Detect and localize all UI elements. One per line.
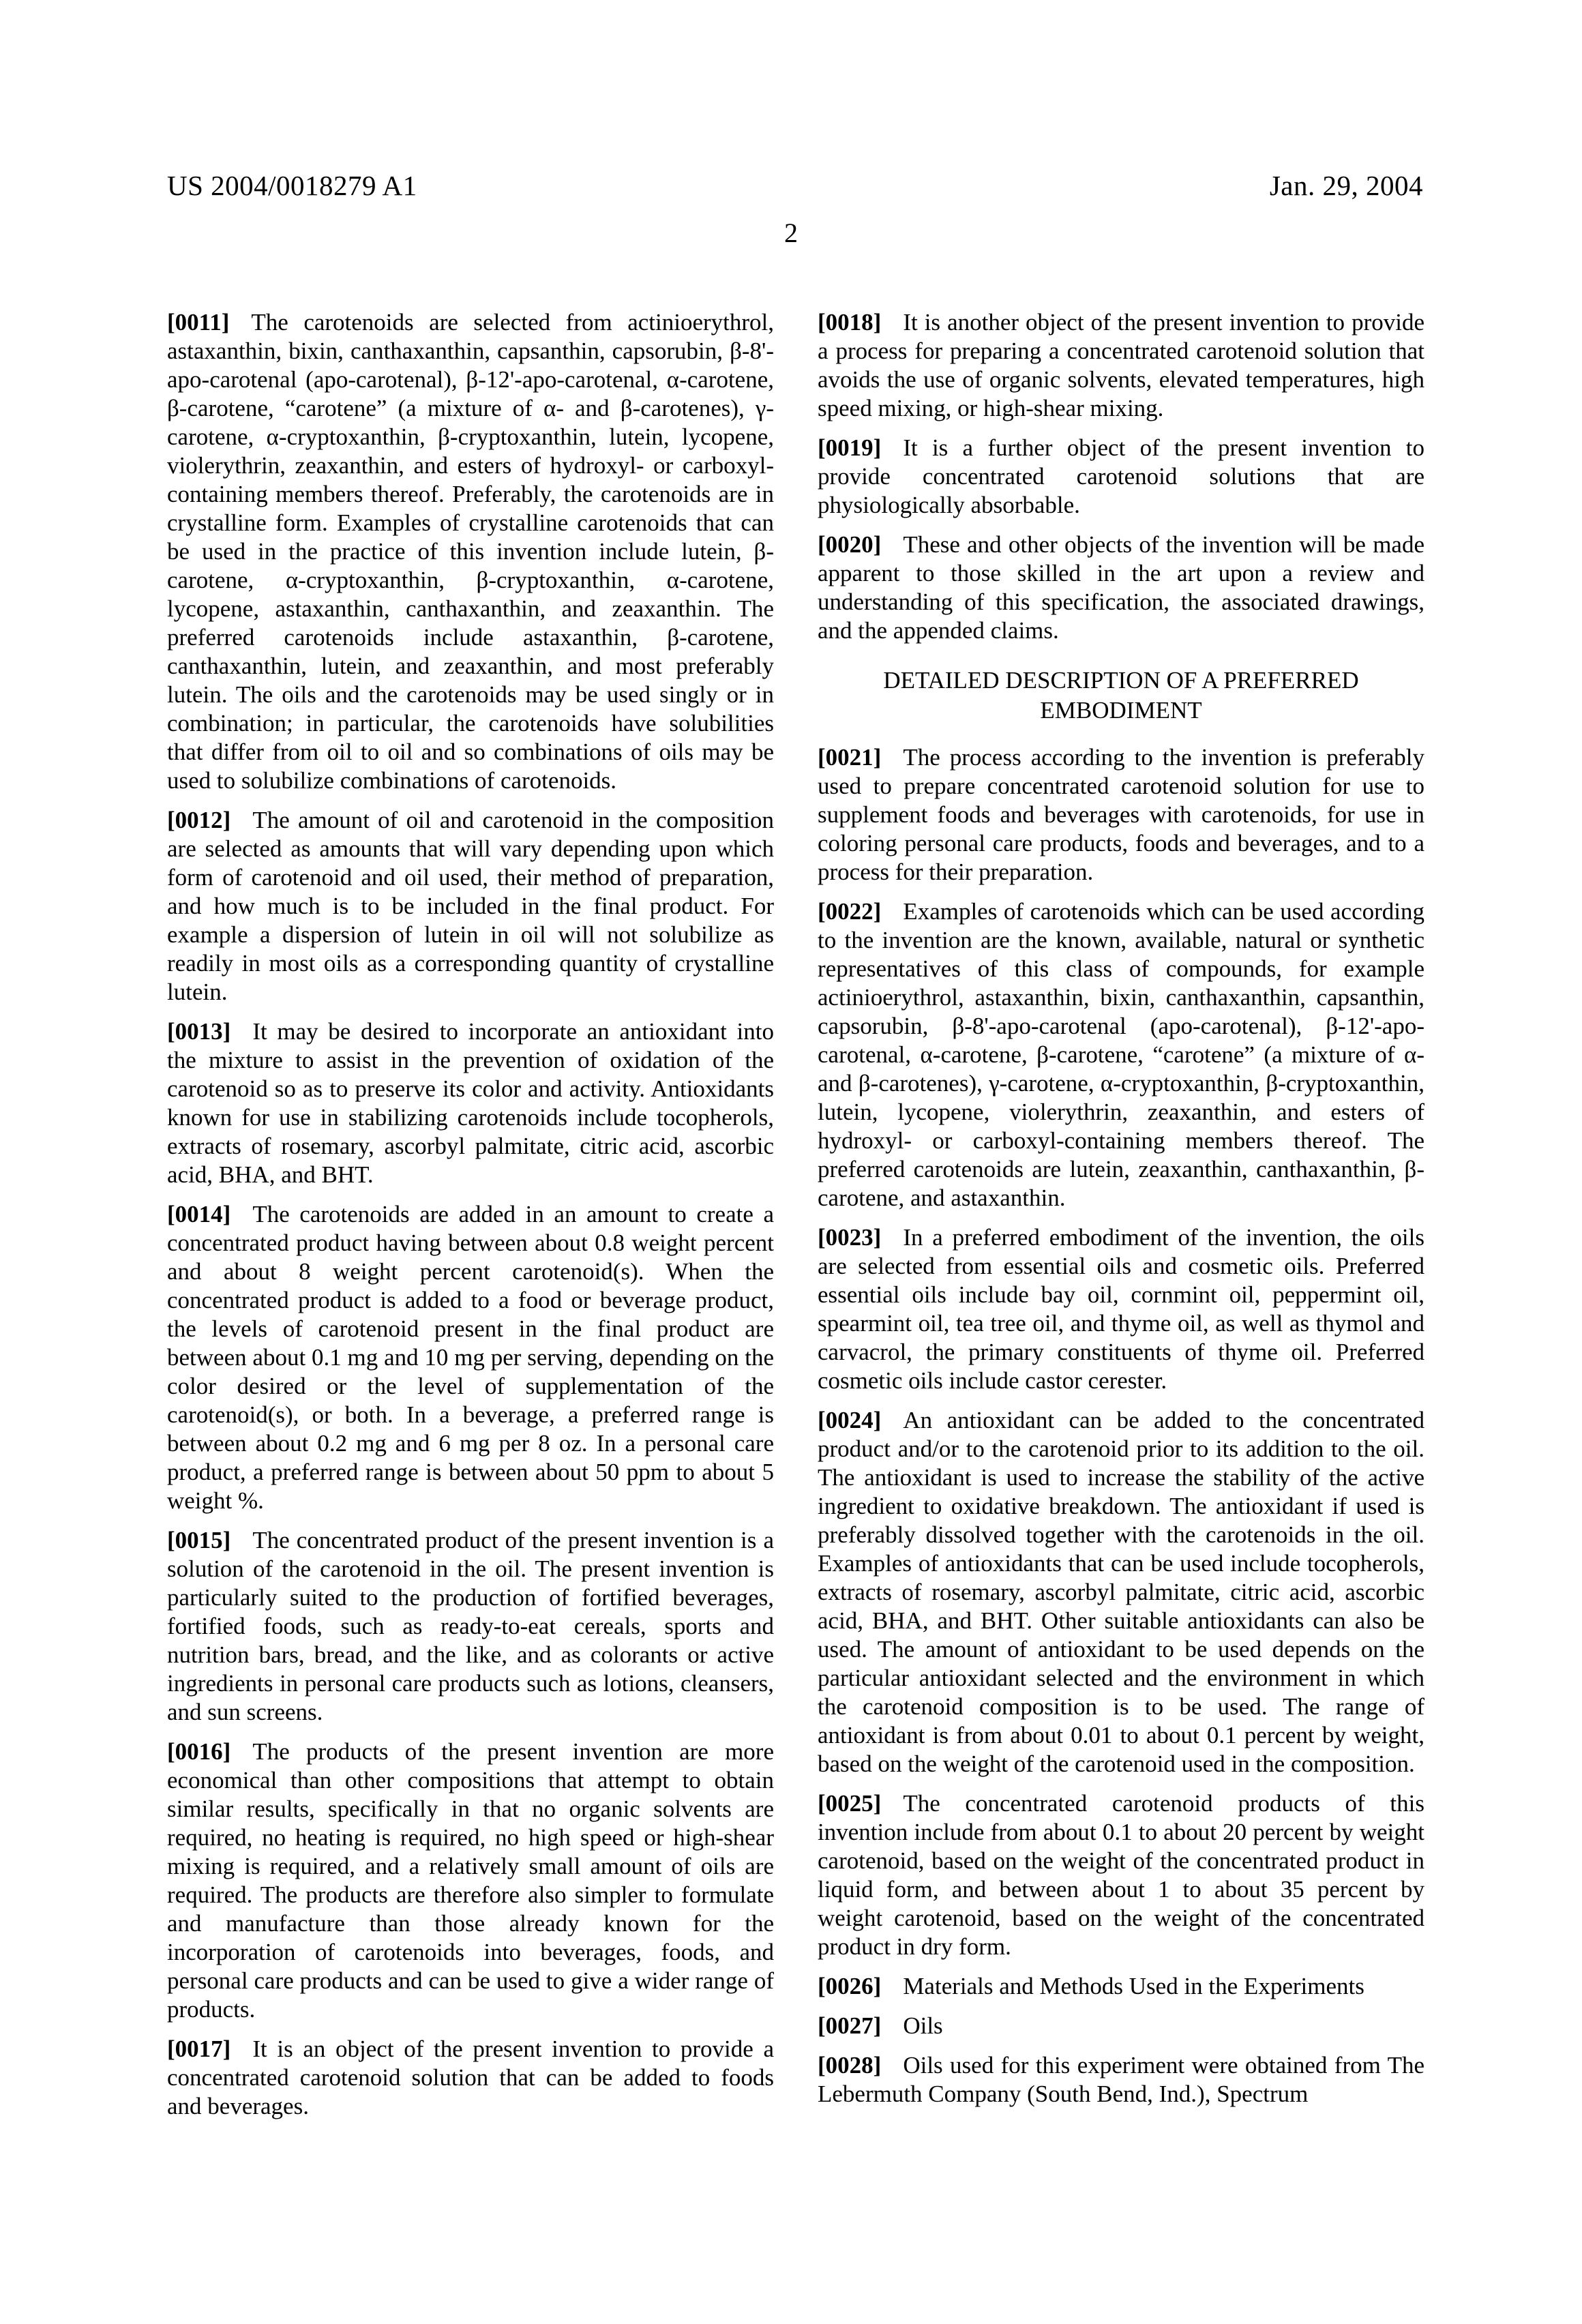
paragraph-tag: [0019] [818,434,882,461]
paragraph-text: The amount of oil and carotenoid in the composition are selected as amounts that will vary depending upon which form of carotenoid and oil used, their method of preparation, and how much is to be included in the final product. For example a dispersion of lutein in oil will not solubilize as readily in most oils as a corresponding quantity of crystalline lutein. [167,807,774,1005]
left-column [167,308,774,2132]
page-number: 2 [784,218,798,248]
paragraph-tag: [0016] [167,1738,231,1765]
paragraph-0025 [818,1789,1424,1961]
page-header [167,169,1423,202]
paragraph-tag: [0021] [818,744,882,771]
paragraph-0011 [167,308,774,795]
paragraph-tag: [0011] [167,309,230,336]
paragraph-0028 [818,2051,1424,2109]
paragraph-0018 [818,308,1424,423]
publication-date: Jan. 29, 2004 [1269,170,1423,201]
paragraph-text: The carotenoids are selected from actinioerythrol, astaxanthin, bixin, canthaxanthin, capsanthin, capsorubin, β-8'-apo-carotenal (apo-carotenal), β-12'-apo-carotenal, α-carotene, β-carotene, “carotene” (a mixture of α- and β-carotenes), γ-carotene, α-cryptoxanthin, β-cryptoxanthin, lutein, lycopene, violerythrin, zeaxanthin, and esters of hydroxyl- or carboxyl-containing members thereof. Preferably, the carotenoids are in crystalline form. Examples of crystalline carotenoids that can be used in the practice of this invention include lutein, β-carotene, α-cryptoxanthin, β-cryptoxanthin, α-carotene, lycopene, astaxanthin, canthaxanthin, and zeaxanthin. The preferred carotenoids include astaxanthin, β-carotene, canthaxanthin, lutein, and zeaxanthin, and most preferably lutein. The oils and the carotenoids may be used singly or in combination; in particular, the carotenoids have solubilities that differ from oil to oil and so combinations of oils may be used to solubilize combinations of carotenoids. [167,309,774,794]
paragraph-tag: [0017] [167,2036,231,2062]
paragraph-0013 [167,1017,774,1189]
paragraph-tag: [0028] [818,2052,882,2079]
paragraph-0014 [167,1200,774,1515]
paragraph-tag: [0020] [818,531,882,558]
paragraph-tag: [0012] [167,807,231,833]
paragraph-text: The concentrated carotenoid products of this invention include from about 0.1 to about 20 percent by weight carotenoid, based on the weight of the concentrated product in liquid form, and between about 1 to about 35 percent by weight carotenoid, based on the weight of the concentrated product in dry form. [818,1790,1424,1960]
paragraph-tag: [0027] [818,2012,882,2039]
paragraph-tag: [0014] [167,1201,231,1227]
paragraph-text: Examples of carotenoids which can be used according to the invention are the known, available, natural or synthetic representatives of this class of compounds, for example actinioerythrol, astaxanthin, bixin, canthaxanthin, capsanthin, capsorubin, β-8'-apo-carotenal (apo-carotenal), β-12'-apo-carotenal, α-carotene, β-carotene, “carotene” (a mixture of α- and β-carotenes), γ-carotene, α-cryptoxanthin, β-cryptoxanthin, lutein, lycopene, violerythrin, zeaxanthin, and esters of hydroxyl- or carboxyl-containing members thereof. The preferred carotenoids are lutein, zeaxanthin, canthaxanthin, β-carotene, and astaxanthin. [818,898,1424,1211]
paragraph-0017 [167,2035,774,2121]
paragraph-text: It is a further object of the present invention to provide concentrated carotenoid solutions that are physiologically absorbable. [818,434,1424,518]
paragraph-text: It is an object of the present invention to provide a concentrated carotenoid solution that can be added to foods and beverages. [167,2036,774,2119]
paragraph-tag: [0022] [818,898,882,925]
paragraph-tag: [0018] [818,309,882,336]
paragraph-text: The process according to the invention is preferably used to prepare concentrated carotenoid solution for use to supplement foods and beverages with carotenoids, for use in coloring personal care products, foods and beverages, and to a process for their preparation. [818,744,1424,885]
right-column [818,308,1424,2132]
paragraph-text: The products of the present invention are more economical than other compositions that attempt to obtain similar results, specifically in that no organic solvents are required, no heating is required, no high speed or high-shear mixing is required, and a relatively small amount of oils are required. The products are therefore also simpler to formulate and manufacture than those already known for the incorporation of carotenoids into beverages, foods, and personal care products and can be used to give a wider range of products. [167,1738,774,2023]
paragraph-0020 [818,531,1424,645]
paragraph-text: The carotenoids are added in an amount to create a concentrated product having between about 0.8 weight percent and about 8 weight percent carotenoid(s). When the concentrated product is added to a food or beverage product, the levels of carotenoid present in the final product are between about 0.1 mg and 10 mg per serving, depending on the color desired or the level of supplementation of the carotenoid(s), or both. In a beverage, a preferred range is between about 0.2 mg and 6 mg per 8 oz. In a personal care product, a preferred range is between about 50 ppm to about 5 weight %. [167,1201,774,1514]
paragraph-text: An antioxidant can be added to the concentrated product and/or to the carotenoid prior to its addition to the oil. The antioxidant is used to increase the stability of the active ingredient to oxidative breakdown. The antioxidant if used is preferably dissolved together with the carotenoids in the oil. Examples of antioxidants that can be used include tocopherols, extracts of rosemary, ascorbyl palmitate, citric acid, ascorbic acid, BHA, and BHT. Other suitable antioxidants can also be used. The amount of antioxidant to be used depends on the particular antioxidant selected and the environment in which the carotenoid composition is to be used. The range of antioxidant is from about 0.01 to about 0.1 percent by weight, based on the weight of the carotenoid used in the composition. [818,1407,1424,1777]
paragraph-text: Oils [903,2012,943,2039]
paragraph-text: These and other objects of the invention will be made apparent to those skilled in the art upon a review and understanding of this specification, the associated drawings, and the appended claims. [818,531,1424,644]
paragraph-tag: [0026] [818,1973,882,1999]
paragraph-0021 [818,743,1424,887]
paragraph-text: In a preferred embodiment of the invention, the oils are selected from essential oils and cosmetic oils. Preferred essential oils include bay oil, cornmint oil, peppermint oil, spearmint oil, tea tree oil, and thyme oil, as well as thymol and carvacrol, the primary constituents of thyme oil. Preferred cosmetic oils include castor cerester. [818,1224,1424,1394]
paragraph-0015 [167,1526,774,1727]
paragraph-0019 [818,434,1424,520]
paragraph-text: Oils used for this experiment were obtained from The Lebermuth Company (South Bend, Ind.), Spectrum [818,2052,1424,2107]
paragraph-0023 [818,1223,1424,1395]
patent-number: US 2004/0018279 A1 [167,170,417,201]
paragraph-tag: [0023] [818,1224,882,1251]
paragraph-text: Materials and Methods Used in the Experiments [903,1973,1364,1999]
paragraph-0026 [818,1972,1424,2001]
paragraph-tag: [0013] [167,1018,231,1045]
paragraph-text: It may be desired to incorporate an antioxidant into the mixture to assist in the prevention of oxidation of the carotenoid so as to preserve its color and activity. Antioxidants known for use in stabilizing carotenoids include tocopherols, extracts of rosemary, ascorbyl palmitate, citric acid, ascorbic acid, BHA, and BHT. [167,1018,774,1188]
paragraph-0022 [818,897,1424,1212]
paragraph-tag: [0024] [818,1407,882,1433]
section-heading: DETAILED DESCRIPTION OF A PREFERRED EMBODIMENT [883,667,1359,724]
paragraph-0016 [167,1738,774,2024]
paragraph-text: The concentrated product of the present invention is a solution of the carotenoid in the oil. The present invention is particularly suited to the production of fortified beverages, fortified foods, such as ready-to-eat cereals, sports and nutrition bars, bread, and the like, and as colorants or active ingredients in personal care products such as lotions, cleansers, and sun screens. [167,1527,774,1725]
paragraph-0012 [167,806,774,1007]
paragraph-0024 [818,1406,1424,1778]
text-columns [167,308,1424,2132]
paragraph-tag: [0025] [818,1790,882,1817]
paragraph-text: It is another object of the present invention to provide a process for preparing a concentrated carotenoid solution that avoids the use of organic solvents, elevated temperatures, high speed mixing, or high-shear mixing. [818,309,1424,421]
paragraph-0027 [818,2012,1424,2040]
paragraph-tag: [0015] [167,1527,231,1553]
